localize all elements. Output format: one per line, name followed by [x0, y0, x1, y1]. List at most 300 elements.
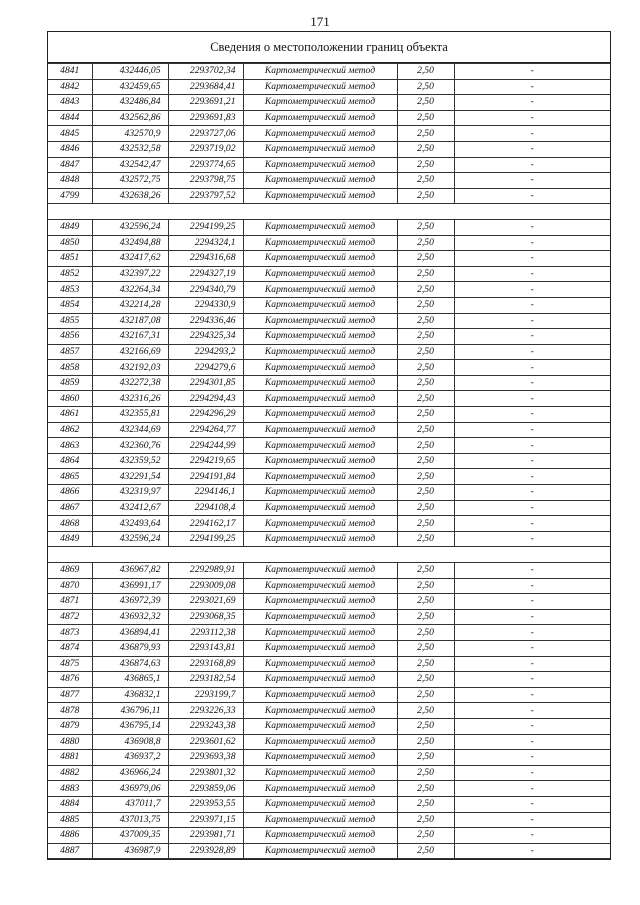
- x-coordinate-cell: 437013,75: [92, 812, 168, 828]
- x-coordinate-cell: 432359,52: [92, 453, 168, 469]
- method-cell: Картометрический метод: [243, 438, 397, 454]
- description-cell: -: [454, 438, 610, 454]
- method-cell: Картометрический метод: [243, 812, 397, 828]
- point-number-cell: 4867: [48, 500, 92, 516]
- x-coordinate-cell: 436894,41: [92, 625, 168, 641]
- point-number-cell: 4880: [48, 734, 92, 750]
- point-number-cell: 4874: [48, 640, 92, 656]
- x-coordinate-cell: 432486,84: [92, 95, 168, 111]
- x-coordinate-cell: 432570,9: [92, 126, 168, 142]
- y-coordinate-cell: 2292989,91: [168, 563, 243, 579]
- table-row: [48, 703, 610, 719]
- method-cell: Картометрический метод: [243, 734, 397, 750]
- method-cell: Картометрический метод: [243, 703, 397, 719]
- y-coordinate-cell: 2293727,06: [168, 126, 243, 142]
- accuracy-cell: 2,50: [397, 563, 454, 579]
- point-number-cell: 4860: [48, 391, 92, 407]
- description-cell: -: [454, 297, 610, 313]
- table-row: [48, 765, 610, 781]
- x-coordinate-cell: 432316,26: [92, 391, 168, 407]
- method-cell: Картометрический метод: [243, 79, 397, 95]
- y-coordinate-cell: 2294340,79: [168, 282, 243, 298]
- boundary-table: [47, 31, 611, 860]
- method-cell: Картометрический метод: [243, 781, 397, 797]
- accuracy-cell: 2,50: [397, 266, 454, 282]
- accuracy-cell: 2,50: [397, 734, 454, 750]
- table-row: [48, 453, 610, 469]
- accuracy-cell: 2,50: [397, 750, 454, 766]
- point-number-cell: 4844: [48, 110, 92, 126]
- point-number-cell: 4868: [48, 516, 92, 532]
- accuracy-cell: 2,50: [397, 796, 454, 812]
- point-number-cell: 4877: [48, 687, 92, 703]
- y-coordinate-cell: 2293702,34: [168, 64, 243, 80]
- method-cell: Картометрический метод: [243, 453, 397, 469]
- table-row: [48, 750, 610, 766]
- x-coordinate-cell: 436908,8: [92, 734, 168, 750]
- table-row: [48, 391, 610, 407]
- method-cell: Картометрический метод: [243, 500, 397, 516]
- table-row: [48, 375, 610, 391]
- description-cell: -: [454, 765, 610, 781]
- x-coordinate-cell: 432319,97: [92, 485, 168, 501]
- y-coordinate-cell: 2294316,68: [168, 251, 243, 267]
- point-number-cell: 4851: [48, 251, 92, 267]
- table-row: [48, 297, 610, 313]
- point-number-cell: 4869: [48, 563, 92, 579]
- table-row: [48, 485, 610, 501]
- method-cell: Картометрический метод: [243, 469, 397, 485]
- table-row: [48, 360, 610, 376]
- x-coordinate-cell: 436967,82: [92, 563, 168, 579]
- x-coordinate-cell: 436987,9: [92, 843, 168, 859]
- y-coordinate-cell: 2294324,1: [168, 235, 243, 251]
- accuracy-cell: 2,50: [397, 375, 454, 391]
- point-number-cell: 4849: [48, 219, 92, 235]
- y-coordinate-cell: 2293774,65: [168, 157, 243, 173]
- description-cell: -: [454, 796, 610, 812]
- point-number-cell: 4881: [48, 750, 92, 766]
- accuracy-cell: 2,50: [397, 173, 454, 189]
- method-cell: Картометрический метод: [243, 282, 397, 298]
- description-cell: -: [454, 718, 610, 734]
- accuracy-cell: 2,50: [397, 282, 454, 298]
- description-cell: -: [454, 687, 610, 703]
- table-row: [48, 672, 610, 688]
- method-cell: Картометрический метод: [243, 718, 397, 734]
- description-cell: -: [454, 656, 610, 672]
- y-coordinate-cell: 2294293,2: [168, 344, 243, 360]
- table-row: [48, 282, 610, 298]
- y-coordinate-cell: 2294327,19: [168, 266, 243, 282]
- y-coordinate-cell: 2294330,9: [168, 297, 243, 313]
- method-cell: Картометрический метод: [243, 625, 397, 641]
- point-number-cell: 4842: [48, 79, 92, 95]
- table-row: [48, 422, 610, 438]
- description-cell: -: [454, 703, 610, 719]
- coordinates-table-body: [48, 64, 610, 859]
- method-cell: Картометрический метод: [243, 609, 397, 625]
- method-cell: Картометрический метод: [243, 251, 397, 267]
- point-number-cell: 4843: [48, 95, 92, 111]
- accuracy-cell: 2,50: [397, 344, 454, 360]
- x-coordinate-cell: 437011,7: [92, 796, 168, 812]
- accuracy-cell: 2,50: [397, 297, 454, 313]
- accuracy-cell: 2,50: [397, 828, 454, 844]
- x-coordinate-cell: 436972,39: [92, 594, 168, 610]
- accuracy-cell: 2,50: [397, 469, 454, 485]
- x-coordinate-cell: 432532,58: [92, 141, 168, 157]
- x-coordinate-cell: 436879,93: [92, 640, 168, 656]
- accuracy-cell: 2,50: [397, 219, 454, 235]
- y-coordinate-cell: 2294244,99: [168, 438, 243, 454]
- y-coordinate-cell: 2293953,55: [168, 796, 243, 812]
- x-coordinate-cell: 432494,88: [92, 235, 168, 251]
- x-coordinate-cell: 432291,54: [92, 469, 168, 485]
- x-coordinate-cell: 436832,1: [92, 687, 168, 703]
- description-cell: -: [454, 594, 610, 610]
- method-cell: Картометрический метод: [243, 188, 397, 204]
- x-coordinate-cell: 436874,63: [92, 656, 168, 672]
- description-cell: -: [454, 485, 610, 501]
- description-cell: -: [454, 531, 610, 547]
- point-number-cell: 4861: [48, 407, 92, 423]
- point-number-cell: 4866: [48, 485, 92, 501]
- point-number-cell: 4848: [48, 173, 92, 189]
- point-number-cell: 4855: [48, 313, 92, 329]
- x-coordinate-cell: 436991,17: [92, 578, 168, 594]
- y-coordinate-cell: 2294108,4: [168, 500, 243, 516]
- y-coordinate-cell: 2294301,85: [168, 375, 243, 391]
- description-cell: -: [454, 640, 610, 656]
- accuracy-cell: 2,50: [397, 781, 454, 797]
- y-coordinate-cell: 2293168,89: [168, 656, 243, 672]
- description-cell: -: [454, 391, 610, 407]
- method-cell: Картометрический метод: [243, 765, 397, 781]
- method-cell: Картометрический метод: [243, 843, 397, 859]
- y-coordinate-cell: 2293928,89: [168, 843, 243, 859]
- method-cell: Картометрический метод: [243, 344, 397, 360]
- y-coordinate-cell: 2293798,75: [168, 173, 243, 189]
- accuracy-cell: 2,50: [397, 812, 454, 828]
- description-cell: -: [454, 500, 610, 516]
- accuracy-cell: 2,50: [397, 235, 454, 251]
- y-coordinate-cell: 2293601,62: [168, 734, 243, 750]
- point-number-cell: 4864: [48, 453, 92, 469]
- x-coordinate-cell: 432397,22: [92, 266, 168, 282]
- y-coordinate-cell: 2294336,46: [168, 313, 243, 329]
- table-row: [48, 625, 610, 641]
- table-row: [48, 594, 610, 610]
- x-coordinate-cell: 432166,69: [92, 344, 168, 360]
- method-cell: Картометрический метод: [243, 485, 397, 501]
- accuracy-cell: 2,50: [397, 485, 454, 501]
- point-number-cell: 4886: [48, 828, 92, 844]
- table-row: [48, 266, 610, 282]
- method-cell: Картометрический метод: [243, 828, 397, 844]
- description-cell: -: [454, 516, 610, 532]
- x-coordinate-cell: 432355,81: [92, 407, 168, 423]
- description-cell: -: [454, 219, 610, 235]
- x-coordinate-cell: 436932,32: [92, 609, 168, 625]
- description-cell: -: [454, 828, 610, 844]
- y-coordinate-cell: 2293112,38: [168, 625, 243, 641]
- accuracy-cell: 2,50: [397, 640, 454, 656]
- accuracy-cell: 2,50: [397, 531, 454, 547]
- table-row: [48, 656, 610, 672]
- method-cell: Картометрический метод: [243, 375, 397, 391]
- table-row: [48, 734, 610, 750]
- table-row: [48, 796, 610, 812]
- description-cell: -: [454, 563, 610, 579]
- y-coordinate-cell: 2293801,32: [168, 765, 243, 781]
- description-cell: -: [454, 672, 610, 688]
- coordinates-table: [48, 63, 610, 859]
- y-coordinate-cell: 2294219,65: [168, 453, 243, 469]
- y-coordinate-cell: 2293719,02: [168, 141, 243, 157]
- point-number-cell: 4862: [48, 422, 92, 438]
- description-cell: -: [454, 126, 610, 142]
- point-number-cell: 4884: [48, 796, 92, 812]
- accuracy-cell: 2,50: [397, 79, 454, 95]
- method-cell: Картометрический метод: [243, 422, 397, 438]
- method-cell: Картометрический метод: [243, 297, 397, 313]
- table-row: [48, 110, 610, 126]
- x-coordinate-cell: 432417,62: [92, 251, 168, 267]
- method-cell: Картометрический метод: [243, 157, 397, 173]
- y-coordinate-cell: 2294264,77: [168, 422, 243, 438]
- accuracy-cell: 2,50: [397, 407, 454, 423]
- y-coordinate-cell: 2294279,6: [168, 360, 243, 376]
- y-coordinate-cell: 2294325,34: [168, 329, 243, 345]
- description-cell: -: [454, 453, 610, 469]
- description-cell: -: [454, 141, 610, 157]
- accuracy-cell: 2,50: [397, 672, 454, 688]
- accuracy-cell: 2,50: [397, 609, 454, 625]
- accuracy-cell: 2,50: [397, 718, 454, 734]
- accuracy-cell: 2,50: [397, 360, 454, 376]
- point-number-cell: 4850: [48, 235, 92, 251]
- method-cell: Картометрический метод: [243, 687, 397, 703]
- y-coordinate-cell: 2293797,52: [168, 188, 243, 204]
- contour-separator-row: [48, 204, 610, 220]
- description-cell: -: [454, 110, 610, 126]
- method-cell: Картометрический метод: [243, 126, 397, 142]
- x-coordinate-cell: 432493,64: [92, 516, 168, 532]
- description-cell: -: [454, 344, 610, 360]
- x-coordinate-cell: 432542,47: [92, 157, 168, 173]
- description-cell: -: [454, 329, 610, 345]
- point-number-cell: 4887: [48, 843, 92, 859]
- table-row: [48, 578, 610, 594]
- point-number-cell: 4870: [48, 578, 92, 594]
- y-coordinate-cell: 2293693,38: [168, 750, 243, 766]
- x-coordinate-cell: 436865,1: [92, 672, 168, 688]
- description-cell: -: [454, 266, 610, 282]
- accuracy-cell: 2,50: [397, 500, 454, 516]
- point-number-cell: 4852: [48, 266, 92, 282]
- y-coordinate-cell: 2293971,15: [168, 812, 243, 828]
- accuracy-cell: 2,50: [397, 313, 454, 329]
- point-number-cell: 4863: [48, 438, 92, 454]
- description-cell: -: [454, 469, 610, 485]
- x-coordinate-cell: 432459,65: [92, 79, 168, 95]
- table-row: [48, 188, 610, 204]
- point-number-cell: 4878: [48, 703, 92, 719]
- description-cell: -: [454, 157, 610, 173]
- accuracy-cell: 2,50: [397, 594, 454, 610]
- method-cell: Картометрический метод: [243, 407, 397, 423]
- x-coordinate-cell: 436966,24: [92, 765, 168, 781]
- table-row: [48, 563, 610, 579]
- table-row: [48, 469, 610, 485]
- description-cell: -: [454, 422, 610, 438]
- method-cell: Картометрический метод: [243, 235, 397, 251]
- y-coordinate-cell: 2293226,33: [168, 703, 243, 719]
- point-number-cell: 4846: [48, 141, 92, 157]
- x-coordinate-cell: 436979,06: [92, 781, 168, 797]
- table-row: [48, 828, 610, 844]
- description-cell: -: [454, 79, 610, 95]
- accuracy-cell: 2,50: [397, 516, 454, 532]
- x-coordinate-cell: 432272,38: [92, 375, 168, 391]
- method-cell: Картометрический метод: [243, 531, 397, 547]
- accuracy-cell: 2,50: [397, 843, 454, 859]
- description-cell: -: [454, 750, 610, 766]
- point-number-cell: 4853: [48, 282, 92, 298]
- point-number-cell: 4876: [48, 672, 92, 688]
- y-coordinate-cell: 2294162,17: [168, 516, 243, 532]
- table-row: [48, 64, 610, 80]
- accuracy-cell: 2,50: [397, 656, 454, 672]
- x-coordinate-cell: 432167,31: [92, 329, 168, 345]
- y-coordinate-cell: 2293684,41: [168, 79, 243, 95]
- x-coordinate-cell: 432192,03: [92, 360, 168, 376]
- y-coordinate-cell: 2294296,29: [168, 407, 243, 423]
- table-row: [48, 640, 610, 656]
- accuracy-cell: 2,50: [397, 765, 454, 781]
- table-row: [48, 718, 610, 734]
- description-cell: -: [454, 360, 610, 376]
- method-cell: Картометрический метод: [243, 219, 397, 235]
- table-row: [48, 313, 610, 329]
- x-coordinate-cell: 432596,24: [92, 531, 168, 547]
- table-row: [48, 157, 610, 173]
- contour-separator-row: [48, 547, 610, 563]
- method-cell: Картометрический метод: [243, 360, 397, 376]
- description-cell: -: [454, 734, 610, 750]
- table-row: [48, 407, 610, 423]
- point-number-cell: 4883: [48, 781, 92, 797]
- point-number-cell: 4859: [48, 375, 92, 391]
- method-cell: Картометрический метод: [243, 329, 397, 345]
- y-coordinate-cell: 2293182,54: [168, 672, 243, 688]
- point-number-cell: 4882: [48, 765, 92, 781]
- x-coordinate-cell: 432412,67: [92, 500, 168, 516]
- description-cell: -: [454, 609, 610, 625]
- point-number-cell: 4845: [48, 126, 92, 142]
- page-number: 171: [310, 14, 330, 29]
- point-number-cell: 4856: [48, 329, 92, 345]
- table-row: [48, 235, 610, 251]
- method-cell: Картометрический метод: [243, 594, 397, 610]
- table-row: [48, 173, 610, 189]
- method-cell: Картометрический метод: [243, 796, 397, 812]
- x-coordinate-cell: 432344,69: [92, 422, 168, 438]
- point-number-cell: 4879: [48, 718, 92, 734]
- accuracy-cell: 2,50: [397, 110, 454, 126]
- description-cell: -: [454, 64, 610, 80]
- x-coordinate-cell: 432446,05: [92, 64, 168, 80]
- description-cell: -: [454, 578, 610, 594]
- table-row: [48, 251, 610, 267]
- method-cell: Картометрический метод: [243, 391, 397, 407]
- y-coordinate-cell: 2293199,7: [168, 687, 243, 703]
- y-coordinate-cell: 2294199,25: [168, 531, 243, 547]
- accuracy-cell: 2,50: [397, 251, 454, 267]
- y-coordinate-cell: 2294191,84: [168, 469, 243, 485]
- method-cell: Картометрический метод: [243, 640, 397, 656]
- description-cell: -: [454, 375, 610, 391]
- accuracy-cell: 2,50: [397, 687, 454, 703]
- table-title: Сведения о местоположении границ объекта: [48, 32, 610, 63]
- description-cell: -: [454, 843, 610, 859]
- x-coordinate-cell: 432562,86: [92, 110, 168, 126]
- point-number-cell: 4858: [48, 360, 92, 376]
- description-cell: -: [454, 282, 610, 298]
- table-row: [48, 95, 610, 111]
- separator-cell: [48, 547, 610, 563]
- y-coordinate-cell: 2293009,08: [168, 578, 243, 594]
- y-coordinate-cell: 2294146,1: [168, 485, 243, 501]
- table-row: [48, 843, 610, 859]
- accuracy-cell: 2,50: [397, 391, 454, 407]
- description-cell: -: [454, 188, 610, 204]
- point-number-cell: 4854: [48, 297, 92, 313]
- x-coordinate-cell: 432214,28: [92, 297, 168, 313]
- x-coordinate-cell: 437009,35: [92, 828, 168, 844]
- description-cell: -: [454, 173, 610, 189]
- y-coordinate-cell: 2293859,06: [168, 781, 243, 797]
- method-cell: Картометрический метод: [243, 141, 397, 157]
- method-cell: Картометрический метод: [243, 563, 397, 579]
- x-coordinate-cell: 432638,26: [92, 188, 168, 204]
- point-number-cell: 4865: [48, 469, 92, 485]
- point-number-cell: 4872: [48, 609, 92, 625]
- y-coordinate-cell: 2294294,43: [168, 391, 243, 407]
- method-cell: Картометрический метод: [243, 313, 397, 329]
- x-coordinate-cell: 436796,11: [92, 703, 168, 719]
- table-row: [48, 79, 610, 95]
- accuracy-cell: 2,50: [397, 141, 454, 157]
- y-coordinate-cell: 2293021,69: [168, 594, 243, 610]
- accuracy-cell: 2,50: [397, 453, 454, 469]
- description-cell: -: [454, 235, 610, 251]
- accuracy-cell: 2,50: [397, 625, 454, 641]
- x-coordinate-cell: 432572,75: [92, 173, 168, 189]
- y-coordinate-cell: 2294199,25: [168, 219, 243, 235]
- table-row: [48, 531, 610, 547]
- table-row: [48, 609, 610, 625]
- description-cell: -: [454, 407, 610, 423]
- method-cell: Картометрический метод: [243, 173, 397, 189]
- y-coordinate-cell: 2293068,35: [168, 609, 243, 625]
- y-coordinate-cell: 2293981,71: [168, 828, 243, 844]
- method-cell: Картометрический метод: [243, 95, 397, 111]
- description-cell: -: [454, 95, 610, 111]
- description-cell: -: [454, 625, 610, 641]
- x-coordinate-cell: 432187,08: [92, 313, 168, 329]
